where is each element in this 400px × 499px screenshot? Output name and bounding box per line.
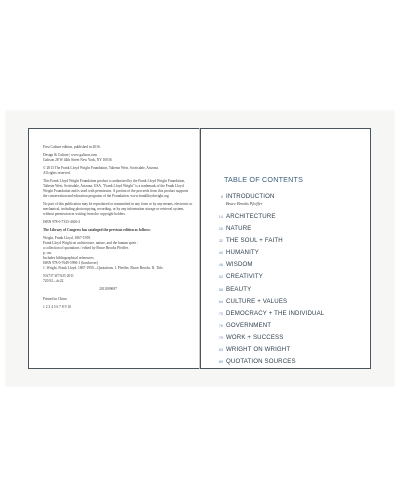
toc-entry [212,213,362,225]
control-number: 2011009697 [99,287,117,291]
toc-entry [212,298,362,310]
toc-page-number: 64 [218,299,223,304]
toc-entry-label: WRIGHT ON WRIGHT [226,346,291,354]
toc-entry [212,193,362,213]
toc-entry-label: ARCHITECTURE [226,213,276,220]
publisher-address: Design & Culture | www.galison.com Galison 28 W 44th Street New York, NY 10036 [43,153,112,162]
toc-page-number: 83 [218,348,223,353]
toc-entry-author: Bruce Brooks Pfeiffer [226,201,263,206]
toc-entry-text [226,322,271,329]
toc-entry-label: QUOTATION SOURCES [226,358,296,366]
toc-entry-label: WORK + SUCCESS [226,333,284,341]
toc-entry-text [226,249,259,256]
toc-entry-label: CREATIVITY [226,273,263,281]
toc-page-number: 32 [218,239,223,244]
toc-entry-label: HUMANITY [226,249,260,257]
book-spread [6,111,394,386]
toc-entry [212,273,362,285]
toc-entry [212,346,362,358]
toc-entry-text [226,261,253,268]
toc-page-number: 79 [218,335,223,340]
loc-heading: The Library of Congress has cataloged the previous edition as follows: [43,228,151,232]
toc-entry-text [226,225,252,232]
toc-entry-text [226,298,287,305]
toc-entry-label: DEMOCRACY + THE INDIVIDUAL [226,309,325,317]
printed-in: Printed in China [43,297,67,301]
toc-entry-text [226,346,290,353]
toc-page-number: 89 [218,360,223,365]
toc-title: TABLE OF CONTENTS [224,175,304,184]
toc-entry-label: CULTURE + VALUES [226,297,288,305]
toc-entry [212,334,362,346]
edition-note: First Culture edition, published in 2016. [43,145,101,149]
toc-entry-text [226,273,263,280]
classification: NA737.W7A35 2011 720.92—dc22 [43,274,74,283]
copyright-text [43,145,193,313]
toc-entry [212,225,362,237]
toc-page-number: 26 [218,227,223,232]
printing-line: 1 2 3 4 5 6 7 8 9 10 [43,305,71,309]
toc-entry [212,286,362,298]
toc-entry-text [226,310,324,317]
toc-entry [212,249,362,261]
toc-entry-label: GOVERNMENT [226,321,272,329]
cip-block: Wright, Frank Lloyd, 1867-1959. Frank Lloyd Wright on architecture, nature, and the human spirit : a collection of quotations / edited by Bruce Brooks Pfeiffer. p. cm. Includes bibliographical references. ISBN 978-0-7649-5996-1 (hardcover) 1. Wright, Frank Lloyd, 1867-1959—Quotations. I. Pfeiffer, Bruce Brooks. II. Title. [43,236,164,270]
toc-entry [212,322,362,334]
toc-entry-text [226,213,276,220]
toc-entry-label: THE SOUL + FAITH [226,237,283,245]
toc-page-number: 76 [218,323,223,328]
toc-entry-text [226,237,283,244]
toc-page-number: 58 [218,287,223,292]
toc-entry-text [226,193,275,206]
toc-entry-label: NATURE [226,225,252,233]
toc-page-number: 52 [218,275,223,280]
toc-entry [212,358,362,370]
toc-entry-text [226,334,283,341]
toc-page-number: 14 [218,215,223,219]
toc-page-number: 70 [218,311,223,316]
toc-list [212,193,362,370]
toc-page-number: 46 [218,263,223,268]
toc-entry [212,237,362,249]
toc-entry-label: INTRODUCTION [226,193,275,200]
toc-entry-label: WISDOM [226,261,253,269]
foundation-notice: This Frank Lloyd Wright Foundation product is authorized by the Frank Lloyd Wright Foundation, Taliesin West, Scottsdale, Arizona, USA. "Frank Lloyd Wright" is a trademark of the Frank Lloyd Wright Foundation and is used with permission. A portion of the proceeds from this product supports the conservation and education programs of the Foundation: www.franklloydwright.org [43,179,189,198]
toc-page-number: 6 [220,194,223,199]
toc-entry [212,310,362,322]
copyright-page [28,128,200,369]
toc-page-number: 40 [218,251,223,256]
toc-entry-text [226,358,296,365]
isbn: ISBN 978-0-7333-4026-3 [43,220,81,224]
contents-page [200,128,371,369]
toc-entry [212,261,362,273]
copyright-notice: © 2013 The Frank Lloyd Wright Foundation, Taliesin West, Scottsdale, Arizona. All rights reserved. [43,166,159,175]
toc-entry-label: BEAUTY [226,285,252,293]
rights-notice: No part of this publication may be reproduced or transmitted in any form or by any means, electronic or mechanical, including photocopying, recording, or by any information storage or retrieval system, without permission in writing from the copyright holders. [43,202,193,216]
toc-entry-text [226,286,251,293]
